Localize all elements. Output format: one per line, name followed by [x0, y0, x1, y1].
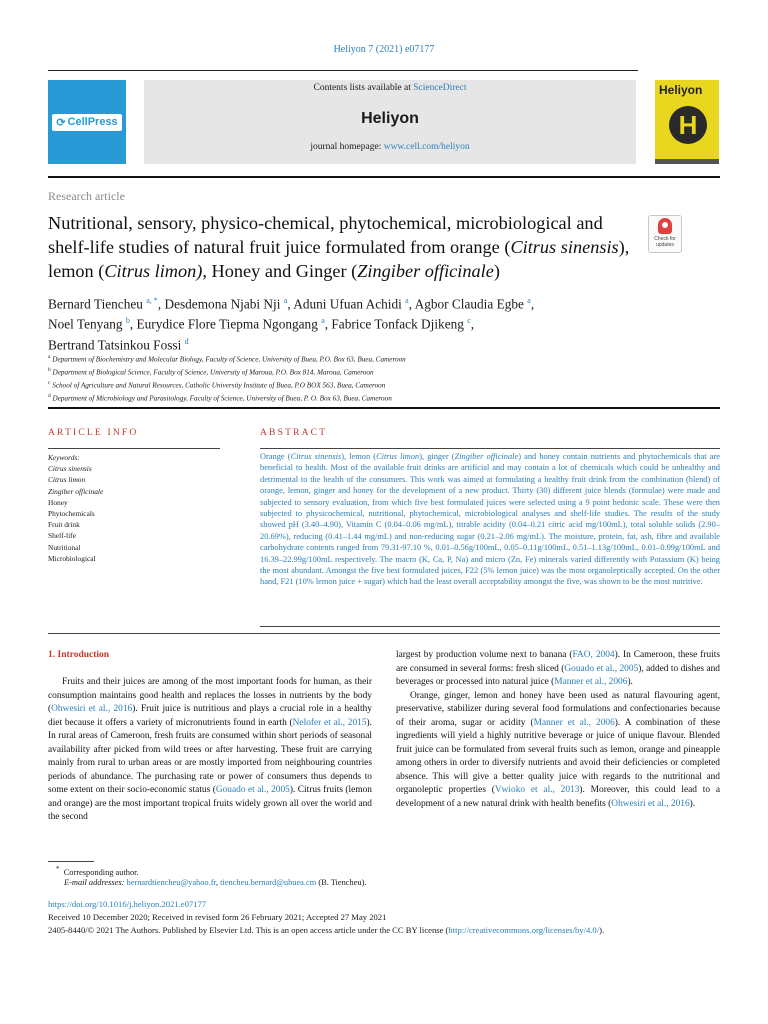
cellpress-logo-block[interactable] — [48, 80, 126, 164]
citation-link[interactable]: Gouado et al., 2005 — [215, 785, 290, 795]
journal-homepage: journal homepage: www.cell.com/heliyon — [310, 142, 470, 152]
author: Bertrand Tatsinkou Fossi — [48, 337, 182, 353]
affiliation: $^d$ Department of Microbiology and Parasitology, Faculty of Science, University of Buea, P. O. Box 63, Buea, Cameroon — [48, 392, 392, 403]
citation-link[interactable]: Gouado et al., 2005 — [564, 663, 639, 674]
affiliations — [48, 352, 648, 404]
paragraph: largest by production volume next to banana (FAO, 2004). In Cameroon, these fruits are consumed in several forms: fresh sliced (Gouado et al., 2005), added to dishes and beverages or processed into natural juice (Manner et al., 2006). — [396, 650, 720, 687]
abstract-rule — [260, 448, 720, 449]
journal-box — [144, 80, 636, 164]
crossmark-icon — [658, 218, 672, 234]
front-matter-rule — [48, 407, 720, 409]
cover-h-icon: H — [669, 106, 707, 144]
body-column-right — [396, 649, 720, 811]
corresponding-author-note: * Corresponding author. — [56, 865, 139, 877]
contents-line: Contents lists available at ScienceDirect — [313, 83, 467, 93]
email-link[interactable]: bernardtiencheu@yahoo.fr — [126, 878, 216, 887]
journal-cover[interactable] — [655, 80, 719, 164]
author: Desdemona Njabi Nji — [164, 296, 281, 312]
abstract-heading: ABSTRACT — [260, 428, 328, 438]
keyword: Honey — [48, 497, 68, 507]
body-column-left — [48, 676, 372, 825]
article-type: Research article — [48, 189, 125, 203]
cellpress-logo-text: CellPress — [67, 116, 118, 128]
abstract-text: Orange (Citrus sinensis), lemon (Citrus limon), ginger (Zingiber officinale) and honey contain nutrients and phytochemicals that are beneficial to health. Most of the available fruit drinks are artificial and may contain a lot of chemicals which could be unhealthy and detrimental to the health of the consumers. This work was aimed at formulating a healthy fruit drink from the combination (blend) of orange, lemon, ginger and honey for the development of a new product. Thirty (30) different juice blends (formulae) were made and subjected to sensory evaluation, from which five best formulated juices were selected using a 9 point hedonic scale. These were then subjected to physicochemical, nutritional, phytochemical, microbiological analyses and shelf-life studies. The results of the study showed pH (3.40–4.90), Vitamin C (0.04–0.06 mg/mL), titrable acidity (0.04–0.21 citric acid mg/100mL), total soluble solids (2.90–20.69%), reducing (0.41–1.44 mg/mL) and non-reducing sugar (0.21–2.06 mg/mL). The moisture, protein, fat, ash, fibre and available carbohydrate contents ranged from 79.31-97.10 %, 0.01–0.56g/100mL, 0.05–0.11g/100mL, 0.51–1.13g/100mL, 0.01–0.09g/100mL and 16.39–22.99g/100mL respectively. The macro (K, Ca, P, Na) and micro (Zn, Fe) minerals varied differently with Potassium (K) being the most abundant. Amongst the five best formulated juices, F22 (5% lemon juice) was the most organoleptically accepted. On the other hand, F21 (10% lemon juice + sugar) which had the least overall acceptability amongst the five, was shown to be the most nutritive. — [260, 452, 720, 587]
cover-strip — [655, 159, 719, 164]
keywords-label: Keywords: — [48, 453, 80, 462]
citation-link[interactable]: Ohwesiri et al., 2016 — [611, 798, 690, 809]
keyword: Nutritional — [48, 542, 81, 552]
keyword: Citrus limon — [48, 475, 86, 485]
cover-title: Heliyon — [659, 83, 703, 97]
citation-link[interactable]: Manner et al., 2006 — [554, 677, 628, 687]
keyword: Microbiological — [48, 553, 96, 563]
sciencedirect-link[interactable]: ScienceDirect — [413, 83, 467, 93]
email-link[interactable]: tiencheu.bernard@ubuea.cm — [220, 878, 317, 887]
article-title: Nutritional, sensory, physico-chemical, phytochemical, microbiological and shelf-life studies of natural fruit juice formulated from orange (Citrus sinensis), lemon (Citrus limon), Honey and Ginger (Zingiber officinale) — [48, 213, 630, 281]
keyword: Phytochemicals — [48, 509, 95, 519]
keyword: Citrus sinensis — [48, 464, 92, 474]
footnote-rule — [48, 861, 94, 862]
article-info-rule — [48, 448, 220, 449]
article-history: Received 10 December 2020; Received in revised form 26 February 2021; Accepted 27 May 2021 — [48, 912, 387, 922]
citation-link[interactable]: FAO, 2004 — [572, 650, 615, 660]
journal-name: Heliyon — [361, 110, 419, 127]
cellpress-logo — [52, 114, 121, 131]
keywords-list — [48, 452, 220, 564]
license-line: 2405-8440/© 2021 The Authors. Published by Elsevier Ltd. This is an open access article under the CC BY license (http://creativecommons.org/licenses/by/4.0/). — [48, 925, 605, 935]
article-info-heading: ARTICLE INFO — [48, 428, 139, 438]
homepage-link[interactable]: www.cell.com/heliyon — [383, 142, 470, 152]
citation-link[interactable]: Nelofer et al., 2015 — [292, 717, 367, 728]
front-matter-bottom-rule — [48, 633, 720, 634]
author: Eurydice Flore Tiepma Ngongang — [136, 316, 318, 332]
affiliation: $^c$ School of Agriculture and Natural Resources, Catholic University Institute of Buea, P.O BOX 563, Buea, Cameroon — [48, 379, 386, 390]
abstract-bottom-rule — [260, 626, 720, 627]
header-thick-rule — [48, 176, 720, 178]
keyword: Fruit drink — [48, 520, 80, 530]
citation-link[interactable]: Manner et al., 2006 — [533, 717, 615, 728]
email-addresses: E-mail addresses: bernardtiencheu@yahoo.fr, tiencheu.bernard@ubuea.cm (B. Tiencheu). — [64, 878, 367, 887]
section-heading-introduction: 1. Introduction — [48, 650, 110, 660]
header-rule — [48, 70, 638, 71]
license-link[interactable]: http://creativecommons.org/licenses/by/4.0/ — [448, 925, 600, 935]
check-for-updates-label: Check for updates — [654, 236, 676, 248]
doi-link[interactable]: https://doi.org/10.1016/j.heliyon.2021.e07177 — [48, 899, 207, 909]
citation-link[interactable]: Ohwesiri et al., 2016 — [51, 704, 133, 714]
keyword: Zingiber officinale — [48, 486, 104, 496]
affiliation: $^a$ Department of Biochemistry and Molecular Biology, Faculty of Science, University of Buea, P.O. Box 63, Buea, Cameroon — [48, 354, 406, 364]
keyword: Shelf-life — [48, 531, 76, 541]
author-list: Bernard Tiencheu $^{a, *}$, Desdemona Njabi Nji $^a$, Aduni Ufuan Achidi $^a$, Agbor Claudia Egbe $^a$, Noel Tenyang $^b$, Eurydice Flore Tiepma Ngongang $^a$, Fabrice Tonfack Djikeng $^c$, Bertrand Tatsinkou Fossi $^d$ — [48, 296, 535, 353]
citation-link[interactable]: Vwioko et al., 2013 — [494, 785, 580, 795]
paragraph: Fruits and their juices are among of the most important foods for human, as their consumption maintains good health and replaces the losses in nutrients by the body (Ohwesiri et al., 2016). Fruit juice is nutritious and plays a crucial role in a healthy diet because it offers a variety of micronutrients found in earth (Nelofer et al., 2015). In rural areas of Cameroon, fresh fruits are consumed within short periods of seasonal availability after picked from wild trees or after harvesting. These fruit are carrying mainly from rural to urban areas or are mostly imported from neighbouring countries periods of abundance. The purchasing rate or power of consumers thus depends to some extent on their socio-economic status (Gouado et al., 2005). Citrus fruits (lemon and orange) are the most important tropical fruits widely grown all over the world and the second — [48, 677, 372, 822]
author: Agbor Claudia Egbe — [414, 296, 524, 312]
author: Aduni Ufuan Achidi — [293, 296, 402, 312]
affiliation: $^b$ Department of Biological Science, Faculty of Science, University of Maroua, P.O. Box 814, Maroua, Cameroon — [48, 366, 374, 377]
paragraph: Orange, ginger, lemon and honey have been used as natural flavouring agent, preservative, stabilizer during several food formulations and confectionaries because of their aroma, sugar or acidity (Manner et al., 2006). A combination of these ingredients will yield a highly nutritive beverage or juice of unique flavour. Blended fruit juice can be formulated from several fruits such as lemon, orange and pineapple among others in order to diversify nutrients and avoid their deficiencies or completed absence. This will give a better quality juice with regards to the nutritional and organoleptic properties (Vwioko et al., 2013). Moreover, this could lead to a development of a new natural drink with health benefits (Ohwesiri et al., 2016). — [396, 690, 721, 809]
author: Fabrice Tonfack Djikeng — [331, 316, 464, 332]
cellpress-logo-icon: ⟳ — [56, 116, 66, 129]
check-for-updates-button[interactable] — [648, 215, 682, 253]
author: Noel Tenyang — [48, 316, 123, 332]
author: Bernard Tiencheu — [48, 296, 143, 312]
running-head[interactable]: Heliyon 7 (2021) e07177 — [333, 44, 435, 55]
